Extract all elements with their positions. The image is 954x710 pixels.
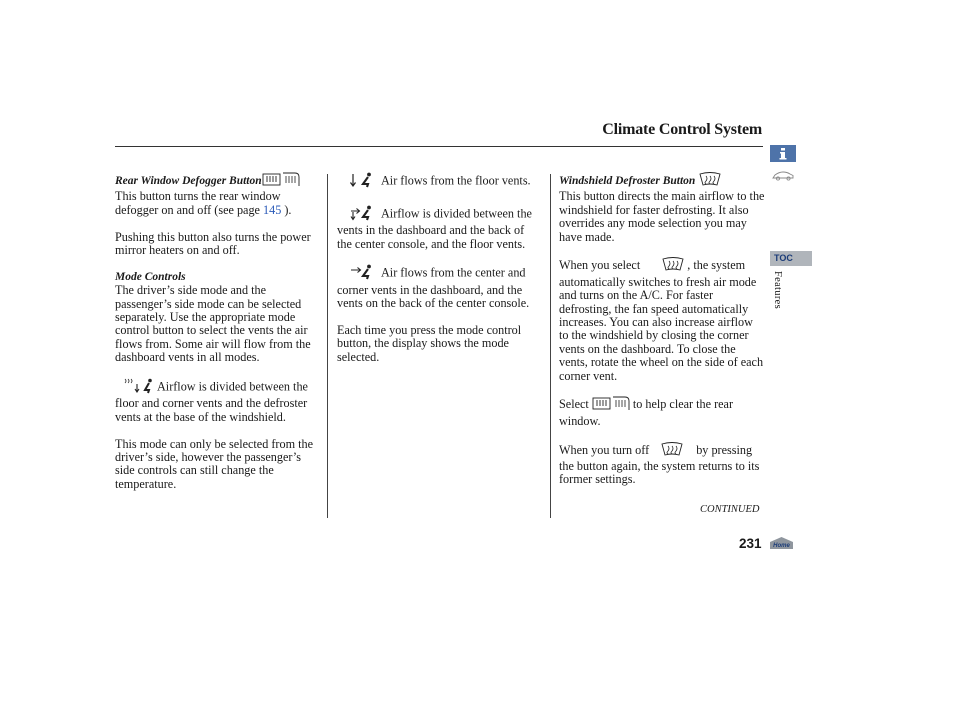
toc-button[interactable]: TOC	[770, 251, 812, 266]
bi-level-vent-icon	[349, 205, 373, 224]
rear-defogger-icon	[592, 397, 612, 413]
dash-vent-text: Air flows from the center and corner vents in the dashboard, and the vents on the back of the center console.	[337, 265, 530, 311]
dash-vent-icon	[349, 264, 373, 283]
home-button[interactable]	[768, 536, 795, 550]
info-button[interactable]	[770, 145, 796, 162]
driver-side-note: This mode can only be selected from the driver’s side, however the passenger’s side controls can still change the temperature.	[115, 436, 313, 491]
rear-clear-text: to help clear the rear window.	[559, 397, 734, 428]
rear-defogger-icon	[262, 173, 282, 189]
defrost-auto-text: , the system automatically switches to fresh air mode and turns on the A/C. For faster defrosting, the fan speed automatically increases. You can also increase airflow to the windshield by closing the corner vents on the dashboard. To close the vents, rotate the wheel on the side of each corner vent.	[559, 258, 764, 383]
column-right: Windshield Defroster Button This button directs the main airflow to the windshield for faster defrosting. It also overrides any mode selection you may have made. When you select , the system automatically switches to fresh air mode and turns on the A/C. For faster defrosting, the fan speed automatically increases. You can also increase airflow to the windshield by closing the corner vents on the dashboard. To close the vents, rotate the wheel on the side of each corner vent. Select to help clear the rear window. When you turn off by pressing the button again, the system returns to its former settings.	[559, 172, 765, 500]
mirror-heater-icon	[282, 172, 300, 190]
vehicle-button[interactable]	[770, 168, 796, 183]
floor-defrost-mode-icon	[123, 378, 153, 397]
windshield-defroster-text: This button directs the main airflow to the windshield for faster defrosting. It also overrides any mode selection you may have made.	[559, 189, 765, 244]
continued-label: CONTINUED	[700, 504, 760, 515]
column-divider	[550, 174, 551, 518]
home-icon	[768, 536, 795, 550]
mode-display-text: Each time you press the mode control button, the display shows the mode selected.	[337, 323, 522, 364]
floor-vent-text: Air flows from the floor vents.	[381, 173, 531, 188]
rear-defogger-heading: Rear Window Defogger Button	[115, 175, 262, 187]
home-label: Home	[773, 543, 790, 549]
mirror-heater-icon	[612, 396, 630, 414]
mode-controls-heading: Mode Controls	[115, 270, 186, 283]
rear-defogger-text: This button turns the rear window defogger on and off (see page	[115, 189, 281, 217]
windshield-defroster-heading: Windshield Defroster Button	[559, 175, 696, 187]
page-number: 231	[739, 536, 762, 551]
windshield-defrost-icon	[661, 257, 685, 275]
windshield-defrost-icon	[660, 442, 684, 460]
page-145-link[interactable]: 145	[263, 202, 282, 217]
windshield-defrost-icon	[698, 172, 722, 190]
title-rule	[115, 146, 763, 147]
section-tab-features[interactable]: Features	[772, 271, 783, 309]
mode-controls-text: The driver’s side mode and the passenger’s side mode can be selected separately. Use the appropriate mode control button to select the vents the air flows from. Some air will flow from the dashboard vents in all modes.	[115, 283, 311, 365]
defrost-off-text: by pressing the button again, the system returns to its former settings.	[559, 442, 760, 487]
bi-level-vent-text: Airflow is divided between the vents in the dashboard and the back of the center console, and the floor vents.	[337, 206, 532, 251]
column-left: Rear Window Defogger Button This button turns the rear window defogger on and off (see page 145 ). Pushing this button also turns the power mirror heaters on and off. Mode Controls The driver’s side mode and the passenger’s side mode can be selected separately. Use the appropriate mode control button to select the vents the air flows from. Some air will flow from the dashboard vents in all modes. Airflow is divided between the floor and corner vents and the defroster vents at the base of the windshield. This mode can only be selected from the driver’s side, however the passenger’s side controls can still change the temperature.	[115, 172, 320, 505]
floor-defrost-mode-text: Airflow is divided between the floor and corner vents and the defroster vents at the base of the windshield.	[115, 379, 308, 424]
info-icon	[770, 145, 796, 162]
mirror-heater-text: Pushing this button also turns the power mirror heaters on and off.	[115, 229, 311, 258]
page-title: Climate Control System	[602, 121, 762, 138]
column-middle	[337, 172, 542, 378]
car-icon	[770, 168, 796, 183]
floor-vent-icon	[347, 172, 373, 191]
column-divider	[327, 174, 328, 518]
